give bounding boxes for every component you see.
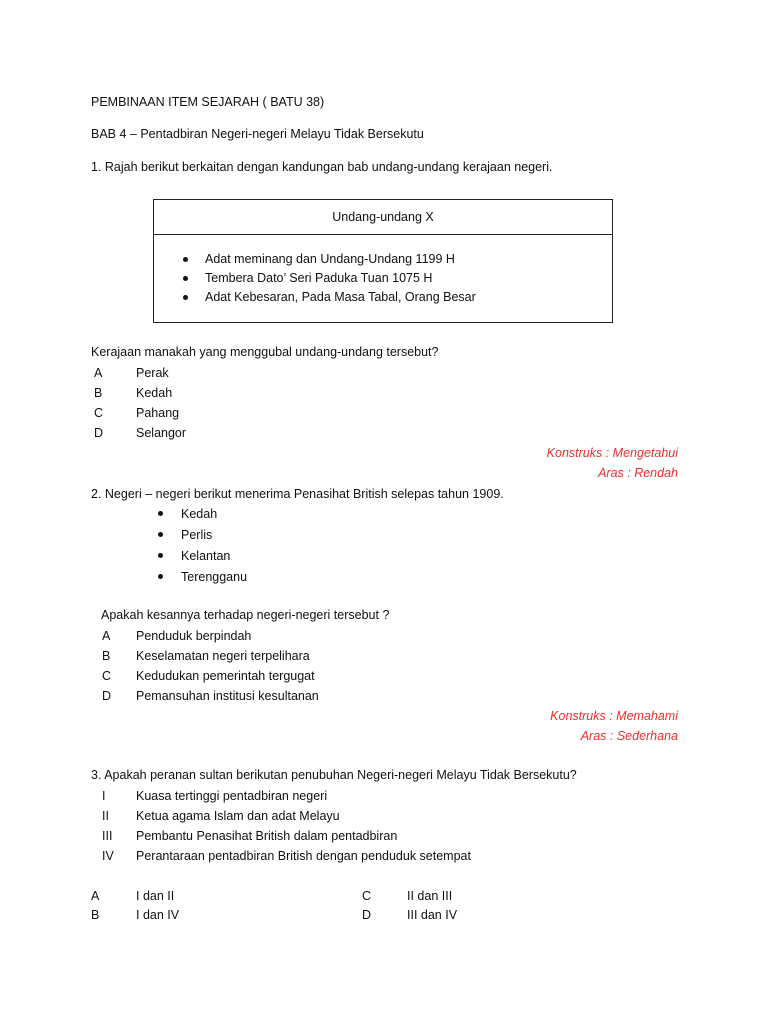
level-label: Aras : Sederhana xyxy=(580,729,678,743)
answer-letter: D xyxy=(362,908,372,922)
option-letter: C xyxy=(102,669,112,683)
question-3-text: 3. Apakah peranan sultan berikutan penubuhan Negeri-negeri Melayu Tidak Bersekutu? xyxy=(91,768,577,782)
option-text: Selangor xyxy=(136,426,187,440)
statement-text: Pembantu Penasihat British dalam pentadbiran xyxy=(136,829,398,843)
bullet-icon xyxy=(158,532,163,537)
statement-numeral: III xyxy=(102,829,113,843)
option-text: Kedah xyxy=(136,386,173,400)
bullet-icon xyxy=(183,295,188,300)
statement-text: Kuasa tertinggi pentadbiran negeri xyxy=(136,789,328,803)
question-1-text: 1. Rajah berikut berkaitan dengan kandungan bab undang-undang kerajaan negeri. xyxy=(91,160,553,174)
answer-text: I dan IV xyxy=(136,908,180,922)
option-text: Pemansuhan institusi kesultanan xyxy=(136,689,319,703)
option-text: Perak xyxy=(136,366,169,380)
statement-numeral: II xyxy=(102,809,109,823)
construct-label: Konstruks : Mengetahui xyxy=(546,446,678,460)
question-2-prompt: Apakah kesannya terhadap negeri-negeri tersebut ? xyxy=(101,608,390,622)
answer-text: II dan III xyxy=(407,889,453,903)
option-letter: A xyxy=(102,629,111,643)
stimulus-item: Adat meminang dan Undang-Undang 1199 H xyxy=(205,252,455,266)
option-letter: D xyxy=(102,689,112,703)
option-letter: B xyxy=(94,386,103,400)
option-text: Kedudukan pemerintah tergugat xyxy=(136,669,315,683)
question-1-prompt: Kerajaan manakah yang menggubal undang-undang tersebut? xyxy=(91,345,439,359)
option-text: Keselamatan negeri terpelihara xyxy=(136,649,310,663)
option-letter: C xyxy=(94,406,104,420)
option-letter: B xyxy=(102,649,111,663)
stimulus-item: Tembera Dato’ Seri Paduka Tuan 1075 H xyxy=(205,271,433,285)
option-text: Pahang xyxy=(136,406,180,420)
bullet-icon xyxy=(183,276,188,281)
answer-letter: B xyxy=(91,908,100,922)
bullet-icon xyxy=(183,257,188,262)
stimulus-box xyxy=(153,199,613,323)
option-letter: A xyxy=(94,366,103,380)
answer-text: III dan IV xyxy=(407,908,458,922)
level-label: Aras : Rendah xyxy=(598,466,678,480)
statement-text: Ketua agama Islam dan adat Melayu xyxy=(136,809,340,823)
question-2-text: 2. Negeri – negeri berikut menerima Penasihat British selepas tahun 1909. xyxy=(91,487,504,501)
state-item: Kedah xyxy=(181,507,218,521)
stimulus-box-title: Undang-undang X xyxy=(154,200,612,235)
answer-text: I dan II xyxy=(136,889,175,903)
statement-numeral: IV xyxy=(102,849,114,863)
bullet-icon xyxy=(158,511,163,516)
construct-label: Konstruks : Memahami xyxy=(550,709,678,723)
bullet-icon xyxy=(158,553,163,558)
option-letter: D xyxy=(94,426,104,440)
answer-letter: C xyxy=(362,889,372,903)
chapter-heading: BAB 4 – Pentadbiran Negeri-negeri Melayu Tidak Bersekutu xyxy=(91,127,424,141)
state-item: Kelantan xyxy=(181,549,231,563)
option-text: Penduduk berpindah xyxy=(136,629,252,643)
stimulus-item: Adat Kebesaran, Pada Masa Tabal, Orang Besar xyxy=(205,290,476,304)
bullet-icon xyxy=(158,574,163,579)
answer-letter: A xyxy=(91,889,100,903)
statement-text: Perantaraan pentadbiran British dengan penduduk setempat xyxy=(136,849,471,863)
document-title: PEMBINAAN ITEM SEJARAH ( BATU 38) xyxy=(91,95,325,109)
statement-numeral: I xyxy=(102,789,106,803)
state-item: Terengganu xyxy=(181,570,248,584)
state-item: Perlis xyxy=(181,528,213,542)
